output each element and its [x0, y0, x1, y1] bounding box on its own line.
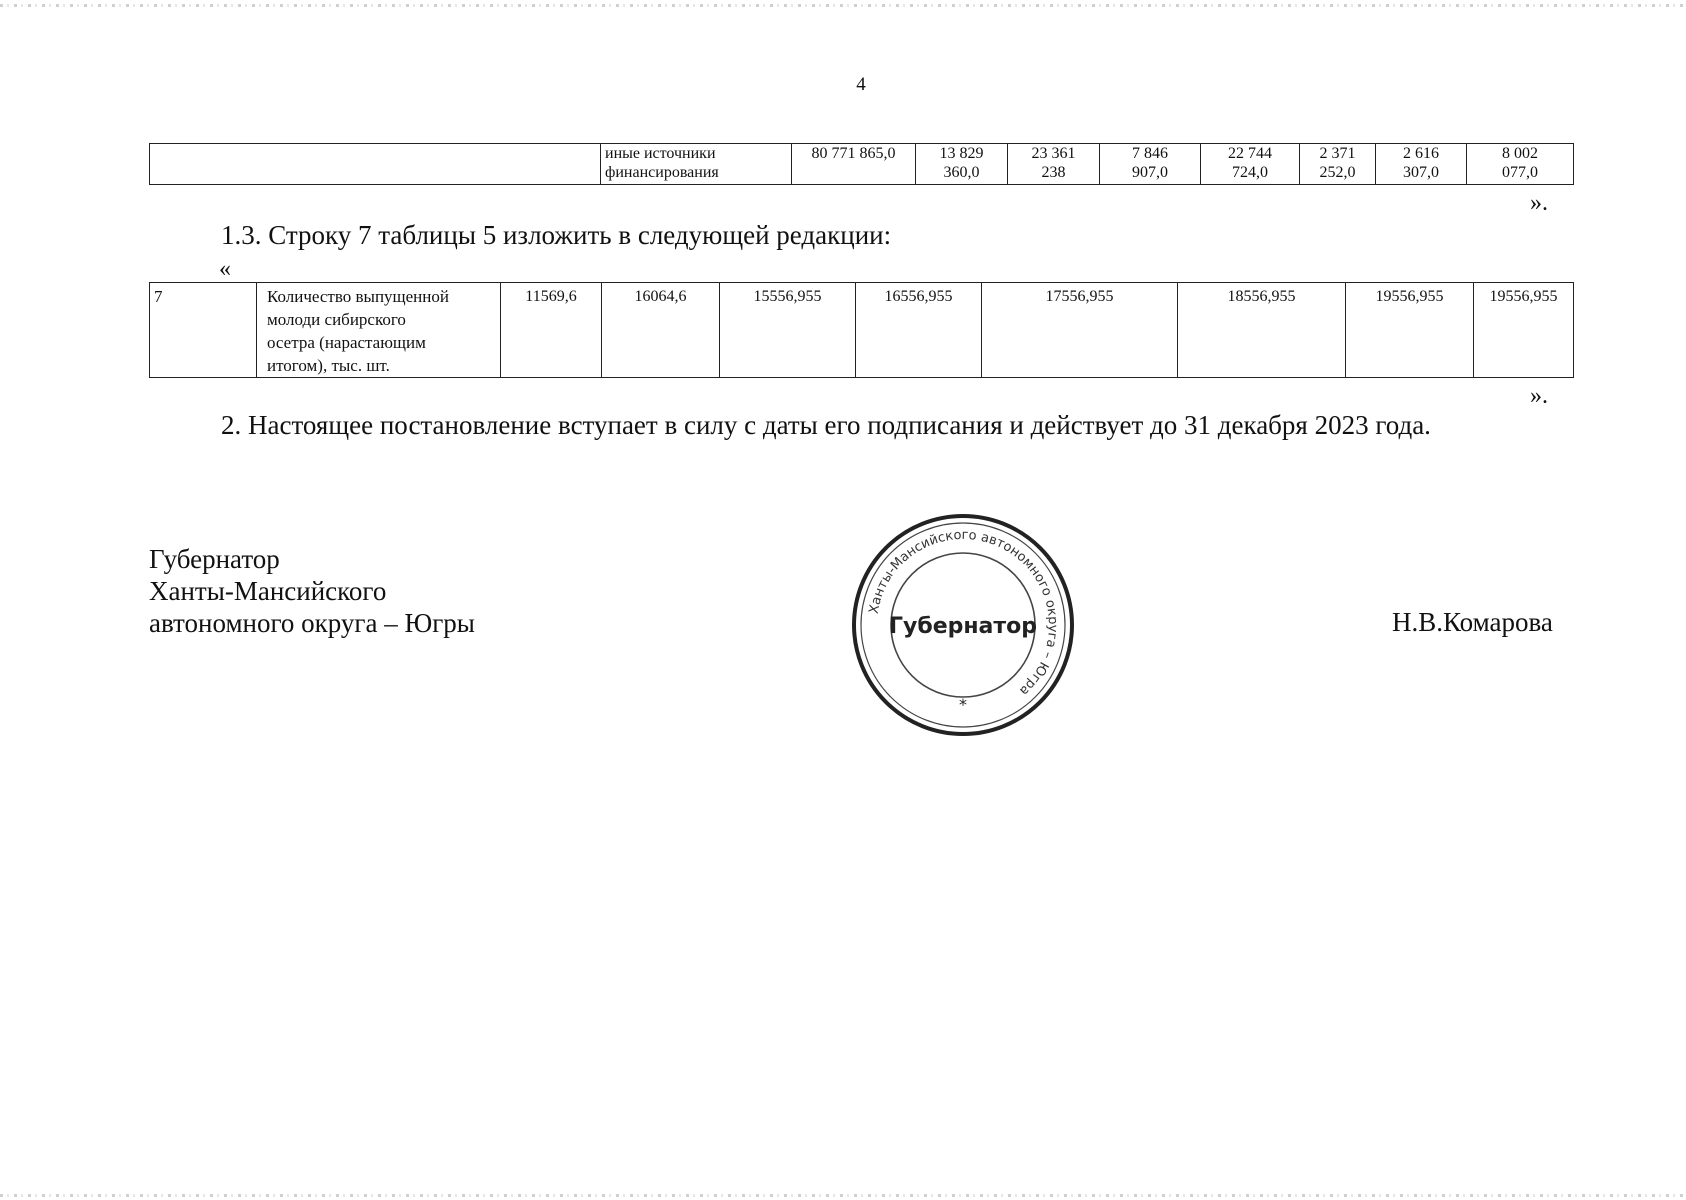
funding-label-line1: иные источники [605, 145, 716, 162]
row7-number: 7 [150, 283, 257, 378]
funding-cell-line1: 8 002 [1502, 145, 1538, 162]
funding-cell-line2: 724,0 [1232, 164, 1268, 181]
funding-cell [1300, 144, 1376, 185]
funding-cell-line1: 23 361 [1031, 145, 1076, 162]
signatory-name: Н.В.Комарова [1392, 607, 1553, 637]
funding-cell [1376, 144, 1467, 185]
signatory-title-line1: Губернатор [149, 544, 280, 574]
funding-cell [1201, 144, 1300, 185]
funding-empty-cell [150, 144, 601, 185]
funding-total: 80 771 865,0 [811, 145, 896, 162]
row7-value: 16556,955 [856, 283, 982, 378]
funding-cell-line2: 307,0 [1403, 164, 1439, 181]
funding-cell-line2: 252,0 [1319, 164, 1356, 181]
scan-edge-bottom [0, 1194, 1686, 1197]
closing-quote-2: ». [1530, 383, 1548, 409]
seal-star-icon: * [959, 695, 967, 714]
row7-name-line: молоди сибирского [267, 310, 406, 329]
scan-edge-top [0, 4, 1686, 7]
row7 [150, 283, 1574, 378]
section-1-3-heading: 1.3. Строку 7 таблицы 5 изложить в следующей редакции: [221, 220, 892, 250]
funding-total-cell [792, 144, 916, 185]
row7-name-line: осетра (нарастающим [267, 333, 426, 352]
funding-cell-line2: 238 [1041, 164, 1066, 181]
row7-name-line: Количество выпущенной [267, 287, 449, 306]
seal-ring-text: Ханты-Мансийского автономного округа – Югра [866, 527, 1061, 699]
row7-name-line: итогом), тыс. шт. [267, 356, 390, 375]
signature-block [149, 543, 475, 639]
funding-row [150, 144, 1574, 185]
funding-cell-line2: 077,0 [1502, 164, 1538, 181]
closing-quote-1: ». [1530, 190, 1548, 216]
funding-cell-line1: 2 616 [1403, 145, 1439, 162]
seal-center-text: Губернатор [888, 614, 1038, 639]
official-seal [850, 512, 1076, 738]
row7-value: 15556,955 [720, 283, 856, 378]
funding-cell [1467, 144, 1574, 185]
signatory-title-line2: Ханты-Мансийского [149, 576, 387, 606]
funding-cell [1008, 144, 1100, 185]
funding-cell-line1: 2 371 [1319, 145, 1356, 162]
paragraph-2: 2. Настоящее постановление вступает в силу с даты его подписания и действует до 31 декабря 2023 года. [221, 410, 1431, 440]
seal-graphic [850, 512, 1076, 738]
funding-table [149, 143, 1574, 185]
row7-table [149, 282, 1574, 378]
row7-value: 17556,955 [982, 283, 1178, 378]
funding-cell-line1: 13 829 [939, 145, 984, 162]
row7-value: 16064,6 [602, 283, 720, 378]
funding-cell-line1: 7 846 [1132, 145, 1168, 162]
row7-value: 19556,955 [1474, 283, 1574, 378]
row7-value: 18556,955 [1178, 283, 1346, 378]
signatory-title-line3: автономного округа – Югры [149, 608, 475, 638]
funding-cell-line2: 360,0 [943, 164, 980, 181]
funding-cell [1100, 144, 1201, 185]
funding-label-cell [601, 144, 792, 185]
row7-value: 11569,6 [501, 283, 602, 378]
row7-value: 19556,955 [1346, 283, 1474, 378]
funding-cell-line2: 907,0 [1132, 164, 1168, 181]
opening-quote: « [219, 256, 231, 282]
funding-label-line2: финансирования [605, 164, 719, 181]
funding-cell [916, 144, 1008, 185]
row7-name-cell [257, 283, 501, 378]
page-number: 4 [856, 74, 866, 95]
funding-cell-line1: 22 744 [1228, 145, 1272, 162]
